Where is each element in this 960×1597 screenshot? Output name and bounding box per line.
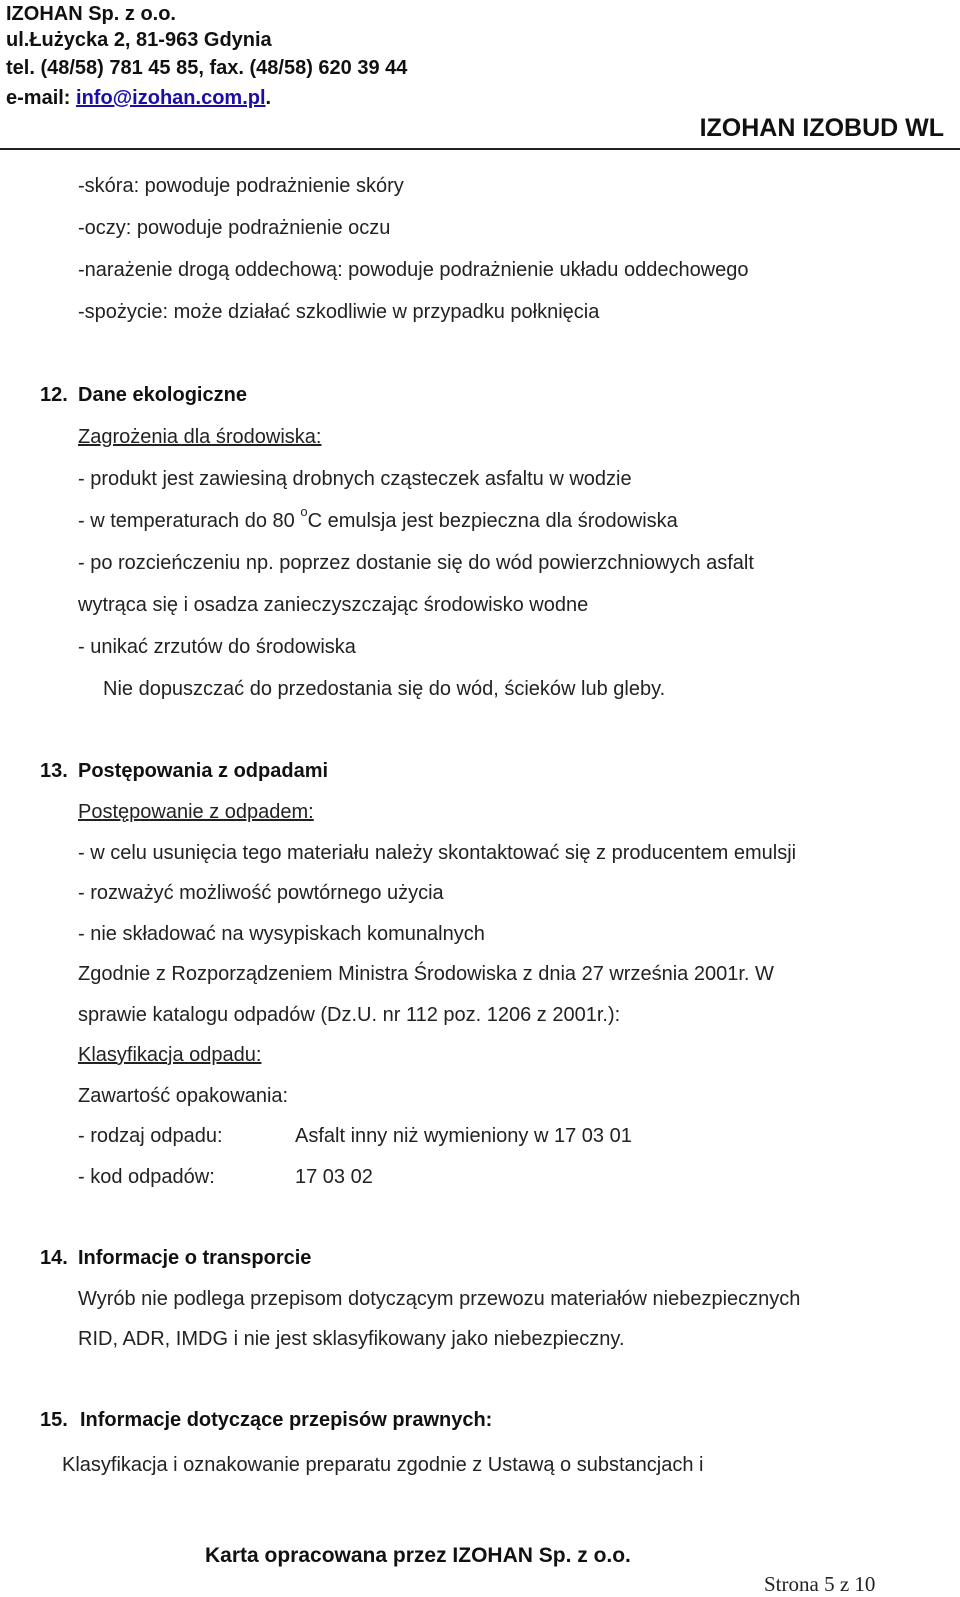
section-13-subtitle: Postępowanie z odpadem: <box>78 801 314 823</box>
section-14-line-2: RID, ADR, IMDG i nie jest sklasyfikowany jako niebezpieczny. <box>78 1328 625 1350</box>
waste-classification-heading: Klasyfikacja odpadu: <box>78 1044 262 1066</box>
product-title: IZOHAN IZOBUD WL <box>699 114 944 142</box>
section-12-line-2-post: C emulsja jest bezpieczna dla środowiska <box>307 510 678 532</box>
section-13-line-1: - w celu usunięcia tego materiału należy skontaktować się z producentem emulsji <box>78 842 797 864</box>
waste-type-value: Asfalt inny niż wymieniony w 17 03 01 <box>295 1125 632 1147</box>
waste-code-value: 17 03 02 <box>295 1166 373 1188</box>
section-15-number: 15. <box>40 1409 68 1431</box>
section-12-line-5: - unikać zrzutów do środowiska <box>78 636 356 658</box>
company-name: IZOHAN Sp. z o.o. <box>6 3 176 25</box>
section-13-line-3: - nie składować na wysypiskach komunalnych <box>78 923 485 945</box>
section-13-number: 13. <box>40 760 68 782</box>
health-line-eyes: -oczy: powoduje podrażnienie oczu <box>78 217 391 239</box>
company-phone: tel. (48/58) 781 45 85, fax. (48/58) 620 39 44 <box>6 57 408 79</box>
degree-mark: o <box>300 504 308 520</box>
section-13-line-2: - rozważyć możliwość powtórnego użycia <box>78 882 444 904</box>
company-email-line <box>6 86 271 110</box>
page-number: Strona 5 z 10 <box>764 1572 876 1596</box>
section-12-title: Dane ekologiczne <box>78 384 247 406</box>
section-13-title: Postępowania z odpadami <box>78 760 329 782</box>
health-line-inhalation: -narażenie drogą oddechową: powoduje podrażnienie układu oddechowego <box>78 259 749 281</box>
health-line-skin: -skóra: powoduje podrażnienie skóry <box>78 175 404 197</box>
section-12-line-2-pre: - w temperaturach do 80 <box>78 510 301 532</box>
section-14-line-1: Wyrób nie podlega przepisom dotyczącym przewozu materiałów niebezpiecznych <box>78 1288 801 1310</box>
section-12-line-4: wytrąca się i osadza zanieczyszczając środowisko wodne <box>78 594 589 616</box>
email-label: e-mail: <box>6 87 71 109</box>
section-15-line-1: Klasyfikacja i oznakowanie preparatu zgodnie z Ustawą o substancjach i <box>62 1454 704 1476</box>
header-divider <box>0 148 960 150</box>
email-dot: . <box>265 87 272 109</box>
health-line-ingestion: -spożycie: może działać szkodliwie w przypadku połknięcia <box>78 301 600 323</box>
email-link[interactable]: info@izohan.com.pl <box>76 87 266 109</box>
section-12-line-2 <box>78 504 678 534</box>
waste-code-label: - kod odpadów: <box>78 1166 215 1188</box>
section-13-line-4: Zgodnie z Rozporządzeniem Ministra Środowiska z dnia 27 września 2001r. W <box>78 963 774 985</box>
package-contents-label: Zawartość opakowania: <box>78 1085 289 1107</box>
company-address: ul.Łużycka 2, 81-963 Gdynia <box>6 29 272 51</box>
section-12-line-1: - produkt jest zawiesiną drobnych cząsteczek asfaltu w wodzie <box>78 468 632 490</box>
section-13-line-5: sprawie katalogu odpadów (Dz.U. nr 112 poz. 1206 z 2001r.): <box>78 1004 621 1026</box>
section-15-title: Informacje dotyczące przepisów prawnych: <box>80 1409 493 1431</box>
section-12-line-3: - po rozcieńczeniu np. poprzez dostanie się do wód powierzchniowych asfalt <box>78 552 754 574</box>
footer-prepared-by: Karta opracowana przez IZOHAN Sp. z o.o. <box>205 1544 631 1567</box>
section-14-title: Informacje o transporcie <box>78 1247 312 1269</box>
section-12-line-6: Nie dopuszczać do przedostania się do wód, ścieków lub gleby. <box>103 678 666 700</box>
waste-type-label: - rodzaj odpadu: <box>78 1125 223 1147</box>
section-12-subtitle: Zagrożenia dla środowiska: <box>78 426 322 448</box>
section-14-number: 14. <box>40 1247 68 1269</box>
section-12-number: 12. <box>40 384 68 406</box>
